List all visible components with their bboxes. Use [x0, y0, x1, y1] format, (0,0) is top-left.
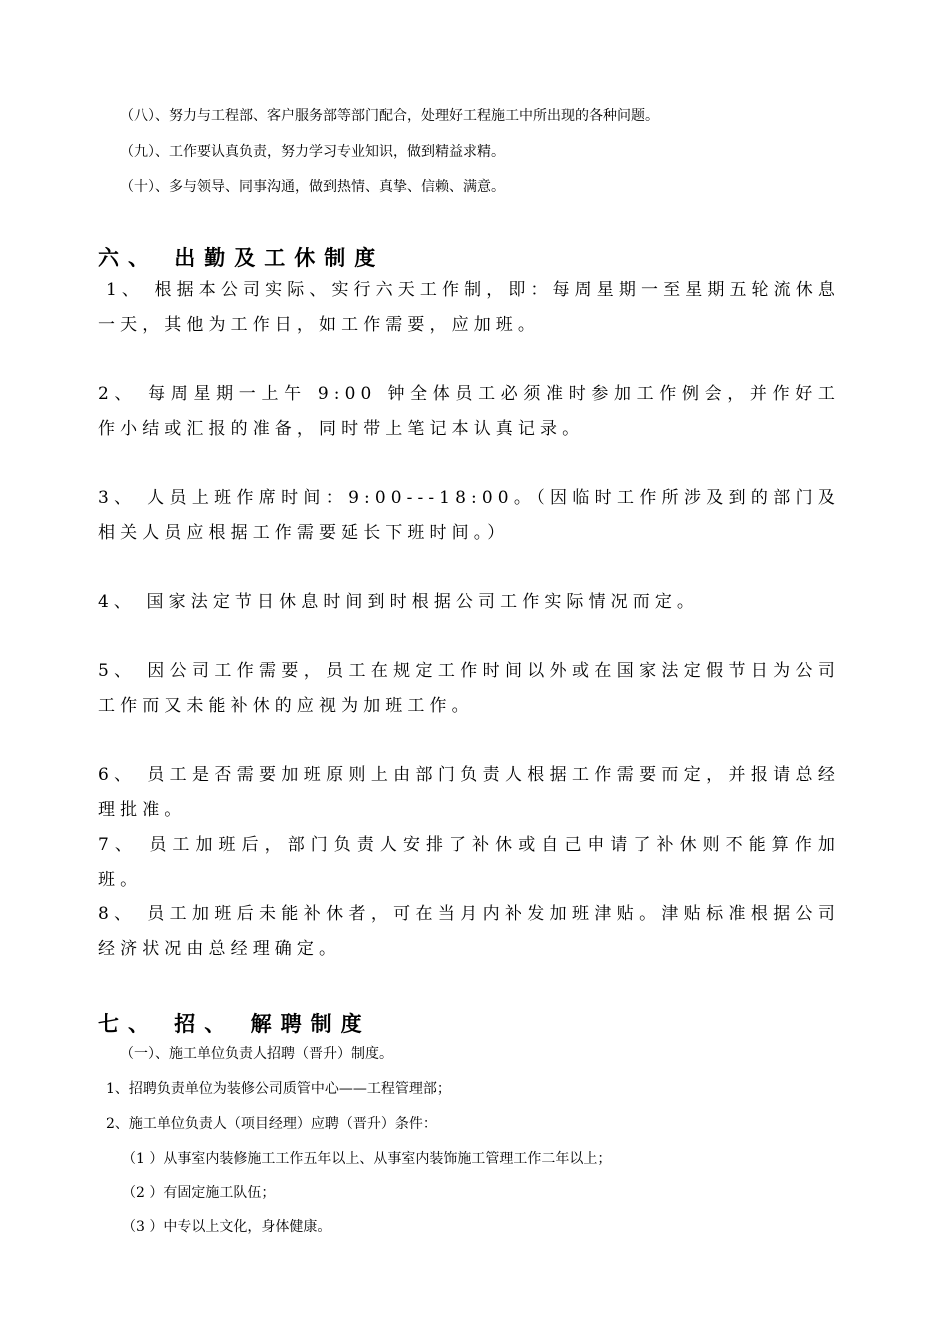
attendance-rule-6: 6、 员工是否需要加班原则上由部门负责人根据工作需要而定，并报请总经理批准。 — [98, 765, 840, 820]
attendance-rule-2: 2、 每周星期一上午 9:00 钟全体员工必须准时参加工作例会，并作好工作小结或汇报的准备，同时带上笔记本认真记录。 — [98, 384, 840, 439]
hiring-item-2: 1、招聘负责单位为装修公司质管中心——工程管理部； — [106, 1081, 451, 1097]
attendance-rule-4: 4、 国家法定节日休息时间到时根据公司工作实际情况而定。 — [98, 592, 700, 612]
section-seven-heading: 七、 招、 解聘制度 — [98, 1012, 371, 1036]
attendance-rule-7: 7、 员工加班后，部门负责人安排了补休或自己申请了补休则不能算作加班。 — [98, 835, 840, 890]
hiring-condition-3: （3 ）中专以上文化，身体健康。 — [122, 1219, 332, 1235]
hiring-item-3: 2、施工单位负责人（项目经理）应聘（晋升）条件： — [106, 1116, 437, 1132]
attendance-rule-8: 8、 员工加班后未能补休者，可在当月内补发加班津贴。津贴标准根据公司经济状况由总经理确定。 — [98, 904, 840, 959]
item-ten: （十）、多与领导、同事沟通，做到热情、真挚、信赖、满意。 — [120, 179, 505, 195]
hiring-item-1: （一）、施工单位负责人招聘（晋升）制度。 — [120, 1046, 393, 1062]
section-six-heading: 六、 出勤及工休制度 — [98, 246, 385, 270]
hiring-condition-1: （1 ）从事室内装修施工工作五年以上、从事室内装饰施工管理工作二年以上； — [122, 1151, 612, 1167]
attendance-rule-5: 5、 因公司工作需要，员工在规定工作时间以外或在国家法定假节日为公司工作而又未能补休的应视为加班工作。 — [98, 661, 840, 716]
item-nine: （九）、工作要认真负责，努力学习专业知识，做到精益求精。 — [120, 144, 505, 160]
hiring-condition-2: （2 ）有固定施工队伍； — [122, 1185, 276, 1201]
attendance-rule-1: 1、 根据本公司实际、实行六天工作制，即：每周星期一至星期五轮流休息一天，其他为工作日，如工作需要，应加班。 — [98, 280, 840, 335]
attendance-rule-3: 3、 人员上班作席时间：9:00---18:00。（因临时工作所涉及到的部门及相关人员应根据工作需要延长下班时间。） — [98, 488, 840, 543]
item-eight: （八）、努力与工程部、客户服务部等部门配合，处理好工程施工中所出现的各种问题。 — [120, 108, 659, 124]
